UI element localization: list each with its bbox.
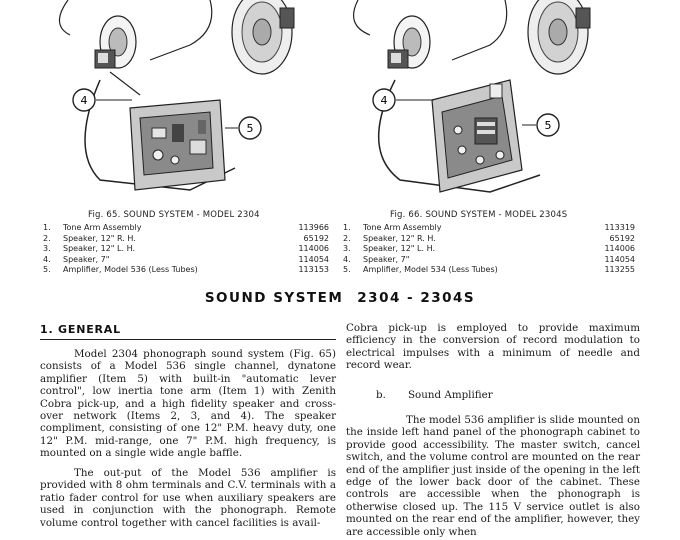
part-number: 2. [343,233,351,243]
part-description: Tone Arm Assembly [63,223,142,232]
parts-row [343,255,635,266]
speaker-12-inch [528,0,590,74]
part-code: 114054 [298,254,329,264]
amplifier-unit [432,80,522,192]
sound-system-diagram-2304 [40,0,330,200]
callout-4-label: 4 [80,94,88,107]
cobra-pickup-paragraph: Cobra pick-up is employed to provide maximum efficiency in the conversion of record modulation to electrical impulses with a minimum of needle and record wear. [346,322,640,372]
part-code: 65192 [303,233,329,243]
part-code: 113153 [298,265,329,275]
callout-4-label: 4 [380,94,388,107]
speaker-7-inch [95,16,136,68]
callout-5-label: 5 [544,119,552,132]
figure-65-caption: Fig. 65. SOUND SYSTEM - MODEL 2304 [88,210,260,220]
parts-row [43,255,329,266]
part-description: Speaker, 12" R. H. [63,233,136,243]
page-title [0,290,680,306]
part-description: Amplifier, Model 536 (Less Tubes) [63,265,198,275]
subsection-heading [376,389,493,401]
parts-row [43,223,329,234]
part-description: Speaker, 7" [63,254,110,264]
part-description: Speaker, 12" R. H. [363,233,436,243]
part-description: Speaker, 7" [363,254,410,264]
figure-66 [340,0,630,200]
part-number: 1. [43,223,51,232]
subsection-title: Sound Amplifier [408,389,493,401]
parts-row [343,223,635,234]
figure-65 [40,0,330,200]
figure-65-parts-list [43,223,329,276]
part-description: Tone Arm Assembly [363,223,442,232]
page-title-models: 2304 - 2304S [357,290,476,306]
part-code: 113966 [298,223,329,232]
speaker-7-inch [388,16,430,68]
part-code: 113319 [604,223,635,232]
section-divider [40,339,336,340]
part-code: 114006 [298,244,329,254]
part-number: 1. [343,223,351,232]
part-code: 114054 [604,254,635,264]
part-description: Speaker, 12" L. H. [63,244,135,254]
parts-row [343,234,635,245]
part-number: 2. [43,233,51,243]
part-number: 3. [43,244,51,254]
sound-amplifier-paragraph: The model 536 amplifier is slide mounted on the inside left hand panel of the phonograph cabinet to provide good accessibility. The master switch, cancel switch, and the volume control are mounted on the rear end of the amplifier just inside of the opening in the left edge of the lower back door of the cabinet. These controls are accessible when the phonograph is otherwise closed up. The 115 V service outlet is also mounted on the rear end of the amplifier, however, they are accessible only when [346,414,640,538]
part-number: 5. [43,265,51,275]
figure-66-parts-list [343,223,635,276]
subsection-letter: b. [376,389,386,401]
general-paragraph-2: The out-put of the Model 536 amplifier is provided with 8 ohm terminals and C.V. terminals with a ratio fader control for use when auxiliary speakers are used in conjunction with the phonograph. Remote volume control together with cancel facilities is avail- [40,467,336,529]
part-description: Amplifier, Model 534 (Less Tubes) [363,265,498,275]
part-number: 3. [343,244,351,254]
parts-row [43,265,329,276]
page-title-main: SOUND SYSTEM [204,290,344,306]
parts-row [343,265,635,276]
section-heading: 1. GENERAL [40,323,121,336]
part-description: Speaker, 12" L. H. [363,244,435,254]
part-code: 113255 [604,265,635,275]
sound-system-diagram-2304s [340,0,630,200]
general-paragraph-1: Model 2304 phonograph sound system (Fig. 65) consists of a Model 536 single channel, dynatone amplifier (Item 5) with built-in "automatic lever control", low inertia tone arm (Item 1) with Zenith Cobra pick-up, and a high fidelity speaker and cross-over network (Items 2, 3, and 4). The speaker compliment, consisting of one 12" P.M. heavy duty, one 12" P.M. mid-range, one 7" P.M. high frequency, is mounted on a single wide angle baffle. [40,348,336,460]
part-number: 4. [43,254,51,264]
amplifier-unit [130,100,225,190]
part-code: 65192 [609,233,635,243]
part-number: 5. [343,265,351,275]
part-number: 4. [343,254,351,264]
figure-66-caption: Fig. 66. SOUND SYSTEM - MODEL 2304S [390,210,568,220]
parts-row [343,244,635,255]
speaker-12-inch [232,0,294,74]
part-code: 114006 [604,244,635,254]
parts-row [43,234,329,245]
callout-5-label: 5 [246,122,254,135]
parts-row [43,244,329,255]
